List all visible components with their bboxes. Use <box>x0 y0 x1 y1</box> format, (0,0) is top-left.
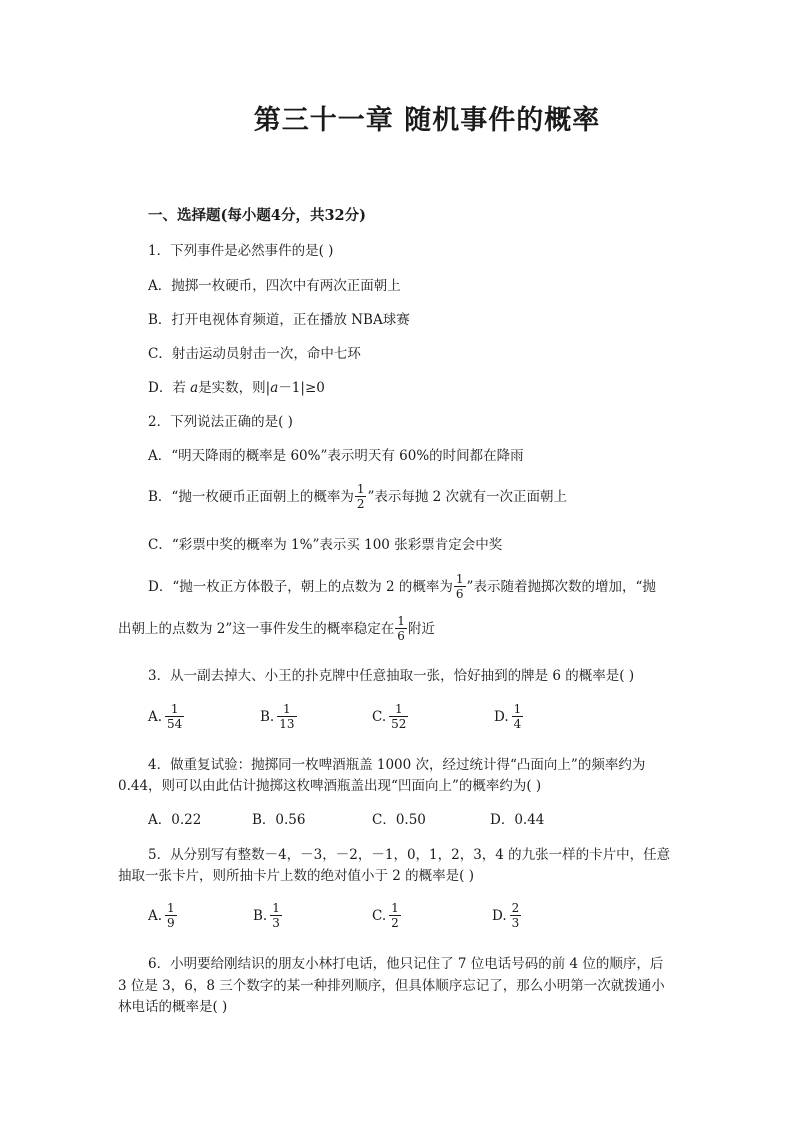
option-d-line2-suffix: 附近 <box>407 620 435 637</box>
question-3-option-b <box>260 702 298 731</box>
question-4-option-c: C．0.50 <box>372 812 426 828</box>
question-5-option-a <box>148 901 178 930</box>
option-b-suffix: ”表示每抛 2 次就有一次正面朝上 <box>367 488 568 505</box>
section-heading: 一、选择题(每小题4分，共32分) <box>148 207 366 224</box>
option-label: C. <box>372 907 387 924</box>
option-label: D. <box>492 907 507 924</box>
fraction-denominator: 52 <box>391 717 407 731</box>
option-d-suffix: －1|≥0 <box>278 380 325 396</box>
fraction-denominator: 3 <box>272 916 280 930</box>
option-d-middle: 是实数，则| <box>198 380 271 396</box>
question-5-option-d <box>492 901 522 930</box>
option-d-prefix: D．若 <box>148 380 191 396</box>
question-1-option-c: C．射击运动员射击一次，命中七环 <box>148 346 361 362</box>
fraction <box>165 901 177 930</box>
option-label: A. <box>148 907 163 924</box>
question-1-option-b: B．打开电视体育频道，正在播放 NBA球赛 <box>148 312 410 328</box>
fraction-numerator: 1 <box>397 614 405 628</box>
question-2-stem: 2．下列说法正确的是( ) <box>148 414 293 430</box>
fraction-numerator: 1 <box>356 482 365 496</box>
fraction-denominator: 54 <box>167 717 183 731</box>
page-title: 第三十一章 随机事件的概率 <box>253 105 601 136</box>
fraction <box>277 702 296 731</box>
fraction <box>512 702 524 731</box>
question-4-line-2: 0.44，则可以由此估计抛掷这枚啤酒瓶盖出现“凹面向上”的概率约为( ) <box>118 778 542 794</box>
fraction <box>389 702 408 731</box>
fraction-numerator: 1 <box>394 702 403 716</box>
option-b-prefix: B．“抛一枚硬币正面朝上的概率为 <box>148 488 354 505</box>
option-d-suffix: ”表示随着抛掷次数的增加，“抛 <box>466 578 656 595</box>
fraction-numerator: 1 <box>272 901 280 915</box>
fraction <box>389 901 401 930</box>
fraction <box>165 702 184 731</box>
question-5-option-c <box>372 901 402 930</box>
fraction-denominator: 2 <box>391 916 399 930</box>
question-5-line-2: 抽取一张卡片，则所抽卡片上数的绝对值小于 2 的概率是( ) <box>118 868 474 884</box>
fraction-numerator: 1 <box>513 702 522 716</box>
option-label: B. <box>253 907 268 924</box>
question-2-option-a: A．“明天降雨的概率是 60%”表示明天有 60%的时间都在降雨 <box>148 448 524 464</box>
question-4-line-1: 4．做重复试验：抛掷同一枚啤酒瓶盖 1000 次，经过统计得“凸面向上”的频率约为 <box>148 757 646 773</box>
fraction <box>355 482 367 511</box>
question-1-option-d <box>148 378 325 398</box>
question-2-option-d <box>148 572 656 601</box>
fraction-numerator: 2 <box>511 901 520 915</box>
option-d-line2-prefix: 出朝上的点数为 2”这一事件发生的概率稳定在 <box>118 620 395 637</box>
question-2-option-d-continued <box>118 614 435 643</box>
option-label: B. <box>260 708 275 725</box>
fraction-numerator: 1 <box>283 702 291 716</box>
option-label: C. <box>372 708 387 725</box>
question-4-option-a: A．0.22 <box>148 812 202 828</box>
fraction-numerator: 1 <box>455 572 464 586</box>
question-6-line-1: 6．小明要给刚结识的朋友小林打电话，他只记住了 7 位电话号码的前 4 位的顺序，后 <box>148 956 664 972</box>
fraction-denominator: 6 <box>455 587 464 601</box>
question-4-option-b: B．0.56 <box>252 812 306 828</box>
question-5-option-b <box>253 901 283 930</box>
option-d-prefix: D．“抛一枚正方体骰子，朝上的点数为 2 的概率为 <box>148 578 453 595</box>
question-3-option-a <box>148 702 185 731</box>
variable-a-abs: a <box>270 380 279 396</box>
option-label: D. <box>494 708 509 725</box>
fraction <box>510 901 522 930</box>
option-label: A. <box>148 708 163 725</box>
fraction-denominator: 2 <box>356 497 365 511</box>
fraction-denominator: 9 <box>167 916 175 930</box>
fraction-denominator: 3 <box>511 916 520 930</box>
fraction <box>454 572 466 601</box>
question-5-line-1: 5．从分别写有整数－4，－3，－2，－1，0，1，2，3，4 的九张一样的卡片中，任意 <box>148 847 671 863</box>
question-3-option-d <box>494 702 524 731</box>
variable-a: a <box>190 380 199 396</box>
fraction-numerator: 1 <box>167 901 175 915</box>
question-1-option-a: A．抛掷一枚硬币，四次中有两次正面朝上 <box>148 278 401 294</box>
fraction-denominator: 13 <box>279 717 295 731</box>
question-3-stem: 3．从一副去掉大、小王的扑克牌中任意抽取一张，恰好抽到的牌是 6 的概率是( ) <box>148 668 635 684</box>
fraction <box>395 614 407 643</box>
question-2-option-c: C．“彩票中奖的概率为 1%”表示买 100 张彩票肯定会中奖 <box>148 537 503 553</box>
question-1-stem: 1．下列事件是必然事件的是( ) <box>148 243 334 259</box>
question-4-option-d: D．0.44 <box>490 812 545 828</box>
fraction-denominator: 4 <box>513 717 522 731</box>
question-6-line-2: 3 位是 3，6，8 三个数字的某一种排列顺序，但具体顺序忘记了，那么小明第一次就拨通小 <box>118 978 665 994</box>
question-6-line-3: 林电话的概率是( ) <box>118 999 228 1015</box>
question-3-option-c <box>372 702 409 731</box>
fraction-denominator: 6 <box>397 629 405 643</box>
fraction-numerator: 1 <box>391 901 399 915</box>
question-2-option-b <box>148 482 567 511</box>
fraction-numerator: 1 <box>170 702 179 716</box>
fraction <box>270 901 282 930</box>
